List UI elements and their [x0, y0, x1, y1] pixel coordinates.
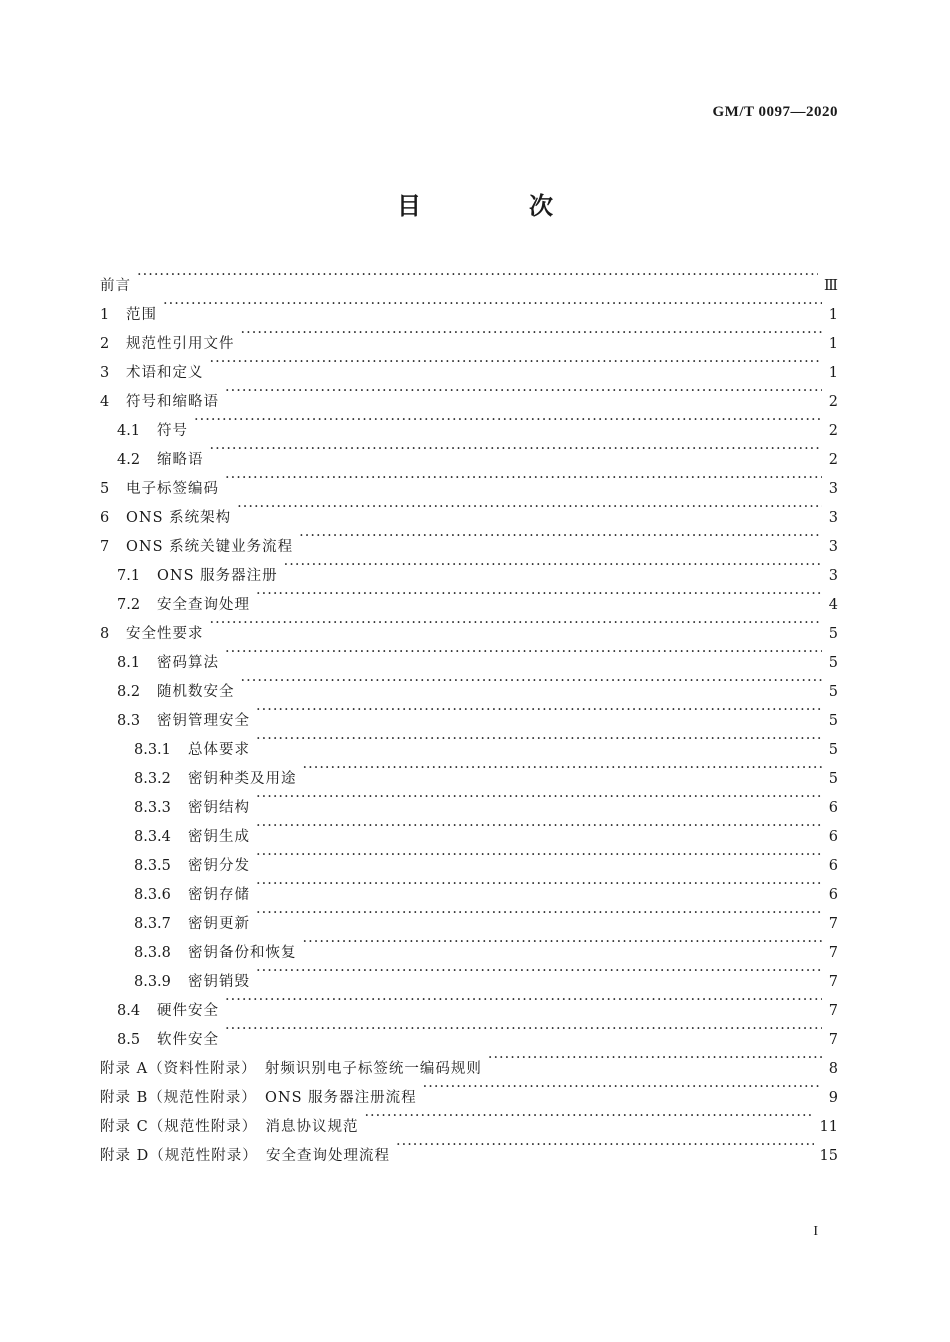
toc-entry[interactable] [100, 638, 838, 671]
toc-entry[interactable] [100, 435, 838, 468]
toc-entry-title: 密钥结构 [188, 800, 250, 816]
toc-leader-dots [256, 783, 822, 812]
toc-leader-dots [488, 1044, 822, 1073]
toc-entry-number: 8.3.6 [134, 887, 171, 903]
toc-leader-dots [256, 580, 822, 609]
toc-entry-title: 软件安全 [157, 1032, 219, 1048]
toc-leader-dots [210, 609, 823, 638]
toc-leader-dots [225, 1015, 822, 1044]
toc-entry-number: 6 [100, 510, 110, 526]
toc-entry-title: 电子标签编码 [126, 481, 219, 497]
toc-leader-dots [256, 957, 822, 986]
toc-entry-page: 5 [828, 713, 838, 729]
toc-entry-title: 密钥备份和恢复 [188, 945, 297, 961]
toc-entry-page: 7 [828, 945, 838, 961]
toc-entry-page: 15 [819, 1148, 838, 1164]
toc-entry-page: 5 [828, 742, 838, 758]
toc-entry-title: 范围 [126, 307, 157, 323]
toc-entry-page: 5 [828, 655, 838, 671]
toc-entry[interactable] [100, 290, 838, 323]
toc-leader-dots [137, 261, 818, 290]
toc-leader-dots [241, 319, 823, 348]
toc-leader-dots [256, 899, 822, 928]
toc-entry-number: 4 [100, 394, 110, 410]
toc-entry-page: 2 [828, 423, 838, 439]
toc-entry-page: 6 [828, 829, 838, 845]
toc-entry-page: 7 [828, 974, 838, 990]
toc-entry-page: 1 [828, 307, 838, 323]
toc-entry-number: 1 [100, 307, 110, 323]
toc-leader-dots [303, 754, 823, 783]
toc-entry-page: 1 [828, 365, 838, 381]
toc-entry-title: ONS 系统关键业务流程 [126, 539, 294, 555]
toc-leader-dots [163, 290, 822, 319]
toc-entry-title: 总体要求 [188, 742, 250, 758]
toc-entry-title: ONS 系统架构 [126, 510, 232, 526]
toc-entry-title: 附录 B（规范性附录） ONS 服务器注册流程 [100, 1090, 417, 1106]
toc-leader-dots [396, 1131, 814, 1160]
toc-entry-page: 4 [828, 597, 838, 613]
toc-entry[interactable] [100, 464, 838, 497]
toc-entry-number: 7.1 [117, 568, 141, 584]
toc-entry-title: 密钥更新 [188, 916, 250, 932]
toc-entry-number: 8.3.1 [134, 742, 171, 758]
toc-entry-page: 3 [828, 568, 838, 584]
toc-leader-dots [225, 377, 822, 406]
toc-entry-title: 密钥种类及用途 [188, 771, 297, 787]
toc-leader-dots [256, 696, 822, 725]
toc-entry-page: 11 [819, 1119, 838, 1135]
toc-entry-page: 7 [828, 1032, 838, 1048]
toc-entry[interactable] [100, 348, 838, 381]
toc-entry-title: 硬件安全 [157, 1003, 219, 1019]
toc-leader-dots [423, 1073, 822, 1102]
toc-entry-page: 3 [828, 539, 838, 555]
toc-entry-page: 3 [828, 481, 838, 497]
page-title: 目 次 [397, 191, 595, 220]
toc-leader-dots [364, 1102, 813, 1131]
toc-entry-number: 4.2 [117, 452, 141, 468]
toc-entry-title: 规范性引用文件 [126, 336, 235, 352]
toc-entry-number: 8.3.8 [134, 945, 171, 961]
toc-entry-page: 6 [828, 800, 838, 816]
toc-leader-dots [256, 725, 822, 754]
toc-leader-dots [194, 406, 822, 435]
toc-leader-dots [256, 870, 822, 899]
toc-entry[interactable] [100, 609, 838, 642]
toc-entry-page: Ⅲ [824, 278, 838, 294]
toc-leader-dots [303, 928, 823, 957]
toc-entry-page: 7 [828, 916, 838, 932]
toc-leader-dots [225, 986, 822, 1015]
toc-entry-page: 7 [828, 1003, 838, 1019]
toc-entry-number: 5 [100, 481, 110, 497]
toc-entry-title: 缩略语 [157, 452, 204, 468]
toc-leader-dots [284, 551, 822, 580]
toc-entry-title: 密钥生成 [188, 829, 250, 845]
toc-leader-dots [256, 812, 822, 841]
toc-leader-dots [225, 638, 822, 667]
toc-entry[interactable] [100, 377, 838, 410]
toc-entry-number: 4.1 [117, 423, 141, 439]
footer-page-number: I [813, 1224, 818, 1239]
toc-entry-number: 7 [100, 539, 110, 555]
toc-leader-dots [256, 841, 822, 870]
table-of-contents [100, 261, 838, 1164]
toc-entry-title: 密钥分发 [188, 858, 250, 874]
toc-entry-page: 5 [828, 771, 838, 787]
toc-entry-number: 8.3.5 [134, 858, 171, 874]
toc-leader-dots [299, 522, 822, 551]
toc-leader-dots [241, 667, 823, 696]
toc-entry-number: 8.3.3 [134, 800, 171, 816]
toc-entry-number: 8.3.2 [134, 771, 171, 787]
toc-entry-number: 3 [100, 365, 110, 381]
toc-entry-title: 安全查询处理 [157, 597, 250, 613]
toc-entry-number: 8 [100, 626, 110, 642]
toc-entry-title: 附录 D（规范性附录） 安全查询处理流程 [100, 1148, 390, 1164]
toc-entry-title: 密钥存储 [188, 887, 250, 903]
toc-entry-number: 8.2 [117, 684, 141, 700]
toc-entry-title: 密钥销毁 [188, 974, 250, 990]
toc-entry-title: 随机数安全 [157, 684, 235, 700]
toc-entry-number: 8.1 [117, 655, 141, 671]
toc-entry-title: 密码算法 [157, 655, 219, 671]
toc-entry-number: 8.3.4 [134, 829, 171, 845]
toc-entry-number: 8.3.9 [134, 974, 171, 990]
toc-entry-title: 安全性要求 [126, 626, 204, 642]
toc-entry-page: 2 [828, 394, 838, 410]
toc-entry-number: 8.5 [117, 1032, 141, 1048]
toc-entry-title: ONS 服务器注册 [157, 568, 278, 584]
toc-entry-title: 符号和缩略语 [126, 394, 219, 410]
toc-entry-title: 密钥管理安全 [157, 713, 250, 729]
toc-entry-number: 2 [100, 336, 110, 352]
toc-leader-dots [210, 348, 823, 377]
toc-entry-number: 8.3 [117, 713, 141, 729]
toc-entry-page: 3 [828, 510, 838, 526]
toc-entry-page: 6 [828, 887, 838, 903]
toc-entry-page: 5 [828, 626, 838, 642]
toc-entry-title: 符号 [157, 423, 188, 439]
toc-entry-page: 5 [828, 684, 838, 700]
toc-leader-dots [225, 464, 822, 493]
toc-entry-title: 前言 [100, 278, 131, 294]
toc-entry-title: 术语和定义 [126, 365, 204, 381]
toc-entry-page: 8 [828, 1061, 838, 1077]
toc-entry-page: 9 [828, 1090, 838, 1106]
toc-leader-dots [210, 435, 823, 464]
toc-entry[interactable] [100, 319, 838, 352]
toc-entry-page: 1 [828, 336, 838, 352]
toc-entry-number: 7.2 [117, 597, 141, 613]
toc-entry-title: 附录 A（资料性附录） 射频识别电子标签统一编码规则 [100, 1061, 482, 1077]
document-header-code: GM/T 0097—2020 [712, 104, 838, 120]
toc-entry-title: 附录 C（规范性附录） 消息协议规范 [100, 1119, 359, 1135]
toc-entry-page: 2 [828, 452, 838, 468]
toc-entry-number: 8.4 [117, 1003, 141, 1019]
toc-leader-dots [237, 493, 822, 522]
toc-entry-number: 8.3.7 [134, 916, 171, 932]
toc-entry-page: 6 [828, 858, 838, 874]
toc-entry[interactable] [100, 261, 838, 294]
toc-entry[interactable] [100, 406, 838, 439]
